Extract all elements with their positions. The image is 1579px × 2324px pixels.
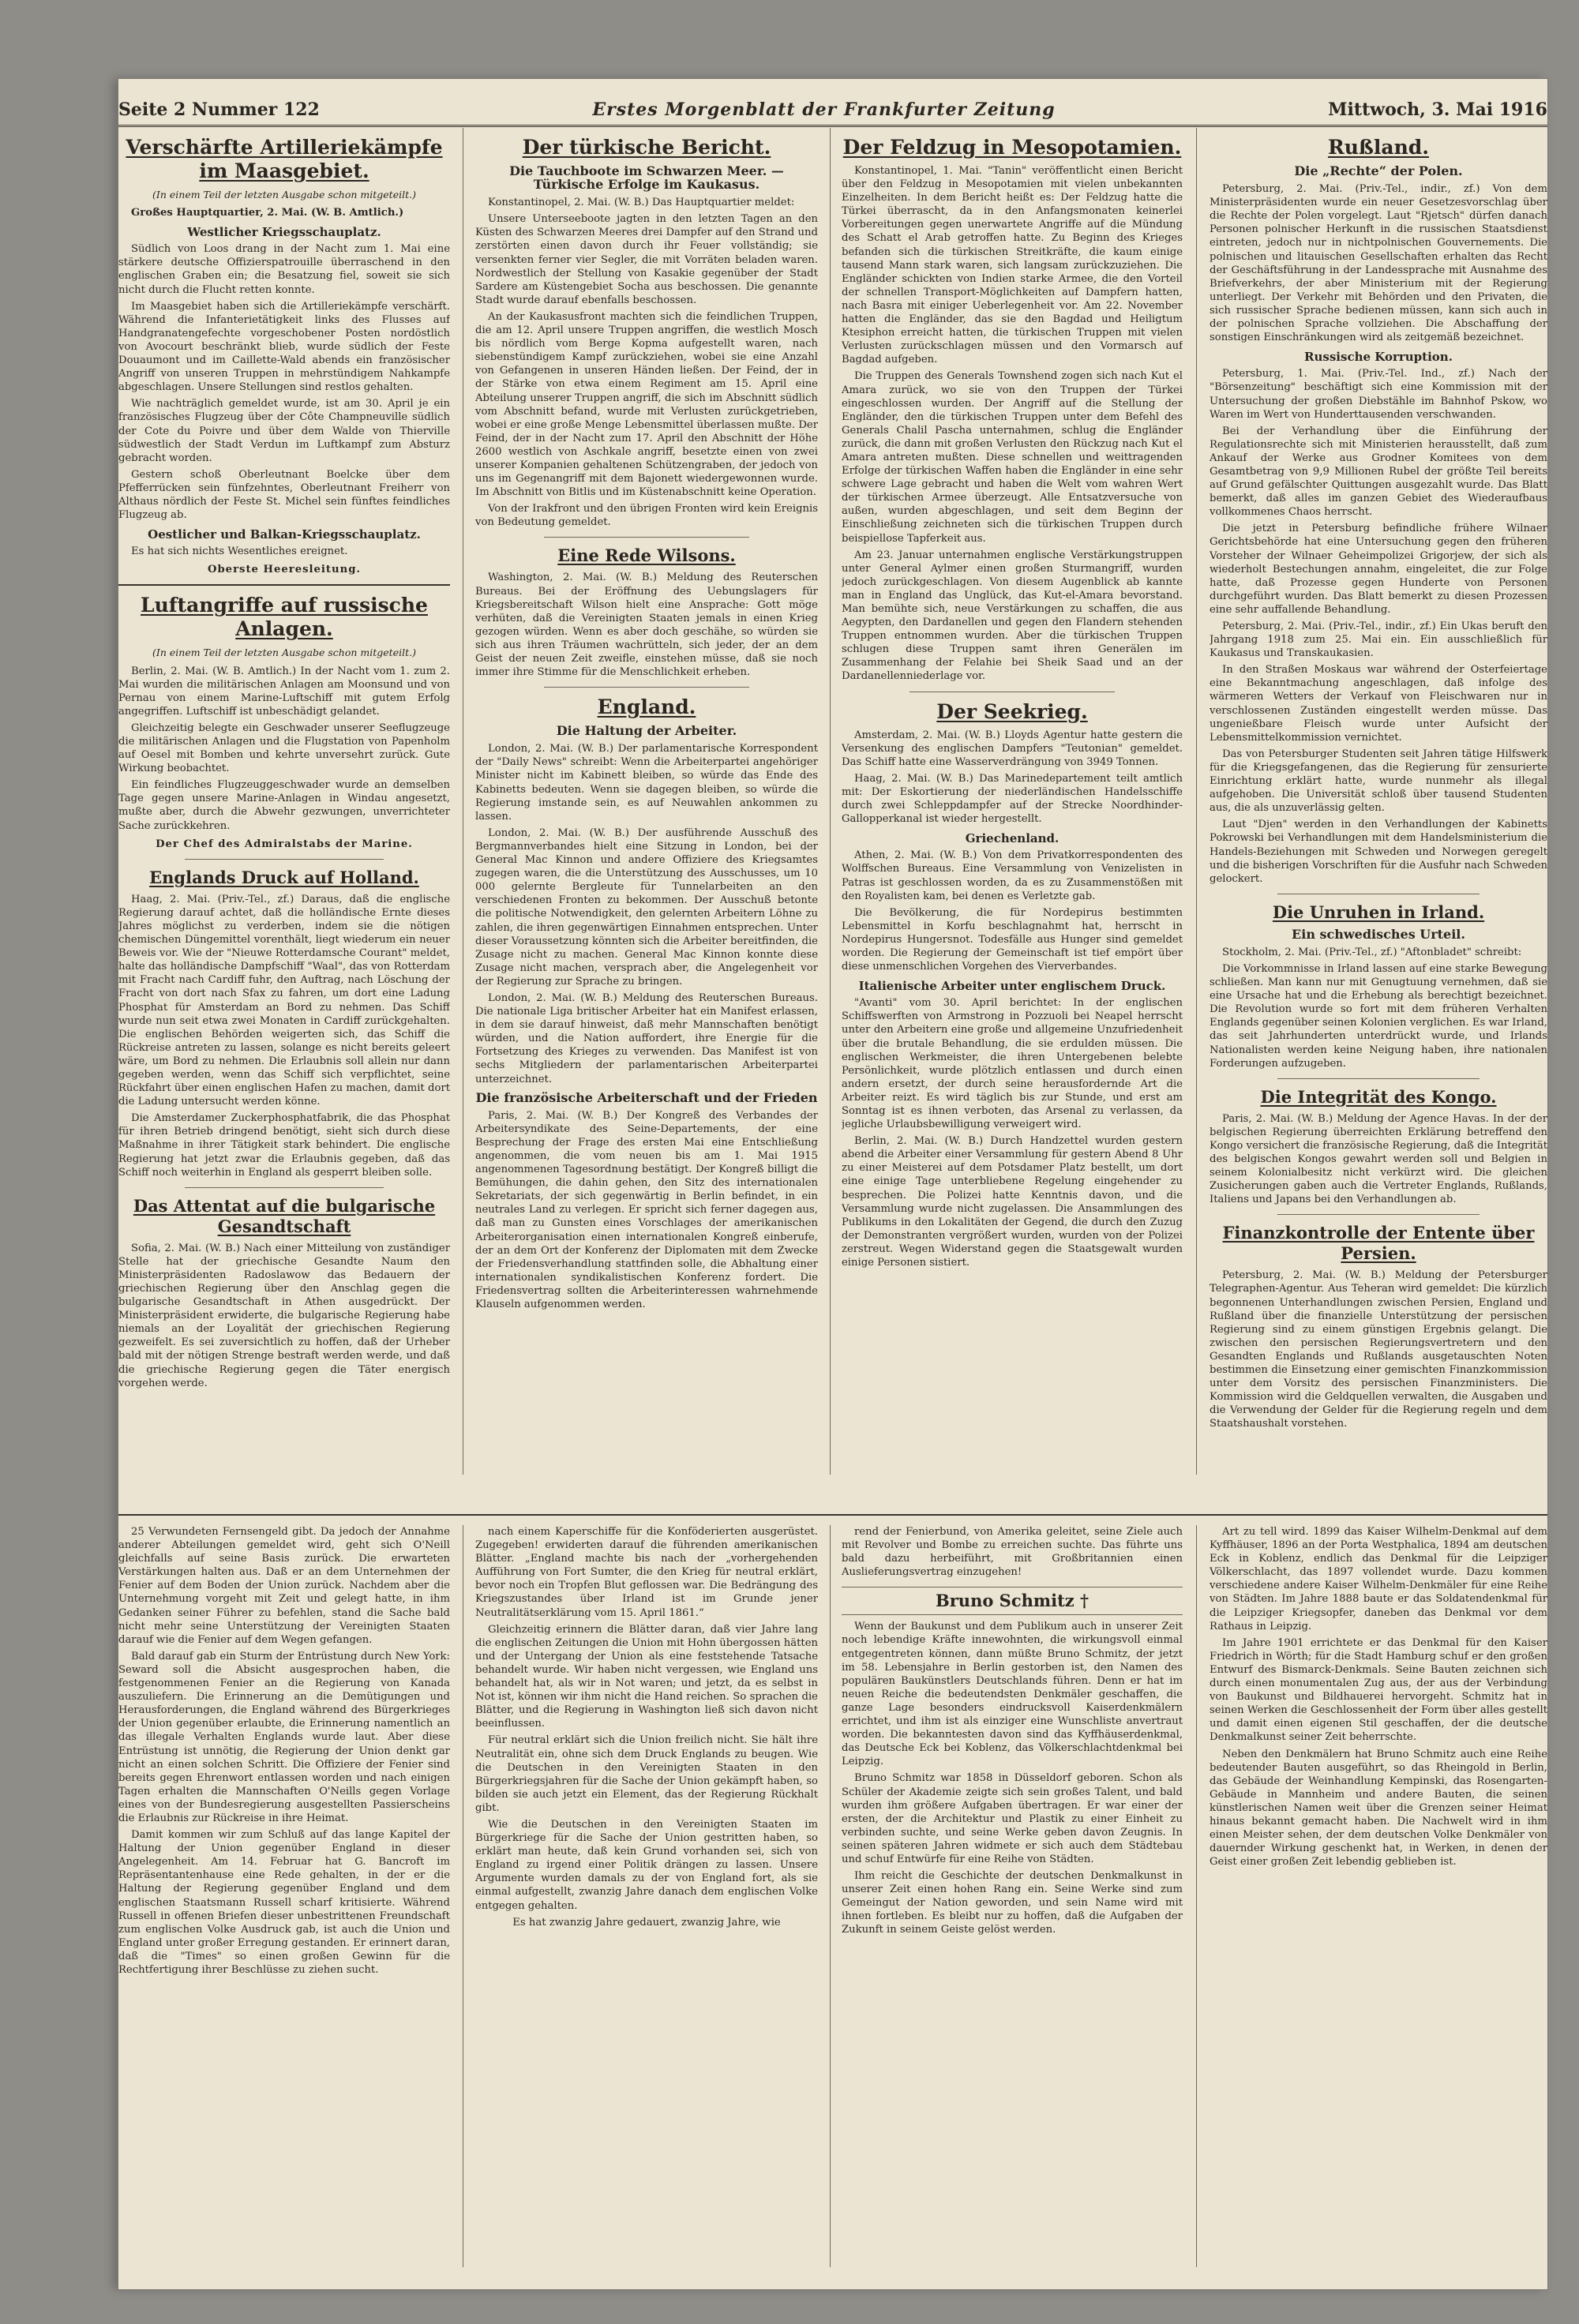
article-paragraph: Petersburg, 2. Mai. (W. B.) Meldung der Petersburger Telegraphen-Agentur. Aus Teheran wird gemeldet: Die kürzlich begonnenen Unterhandlungen zwischen Persien, England und Rußland über die finanzielle Unterstützung der persischen Regierung sind zu einem günstigen Ergebnis gelangt. Die zwischen den persischen Regierungsvertretern und den Gesandten Englands und Rußlands ausgetauschten Noten bestimmen die Einsetzung einer gemischten Finanzkommission unter dem Vorsitz des persischen Finanzministers. Die Kommission wird die Geldquellen verwalten, die Ausgaben und die Verwendung der Gelder für die Regierung regeln und dem Staatshaushalt vorstehen. — [1210, 1269, 1547, 1430]
subheadline: Ein schwedisches Urteil. — [1292, 926, 1465, 942]
headline-seekrieg: Der Seekrieg. — [936, 699, 1088, 723]
article-paragraph: Laut "Djen" werden in den Verhandlungen der Kabinetts Pokrowski bei Verhandlungen mit dem Handelsministerium die Handels-Beziehungen mit Schweden und Norwegen geregelt und die bisherigen Vorschriften für die Ausfuhr nach Schweden gelockert. — [1210, 819, 1547, 885]
article-paragraph: Damit kommen wir zum Schluß auf das lange Kapitel der Haltung der Union gegenüber England in dieser Angelegenheit. Am 14. Februar hat G. Bancroft im Repräsentantenhause eine Rede gehalten, in der er die Haltung der Regierung gegenüber England und dem englischen Staatsmann Russell scharf kritisierte. Während Russell in offenen Briefen dieser unbestrittenen Freundschaft zum englischen Volke Ausdruck gab, ist auch die Union und England unter großer Erregung gestanden. Er erinnert daran, daß die "Times" so einen großen Gewinn für die Rechtfertigung ihrer Beschlüsse zu ziehen sucht. — [118, 1829, 450, 1976]
signature: Oberste Heeresleitung. — [207, 564, 362, 576]
column-4 — [1210, 128, 1547, 1470]
column-rule — [1196, 128, 1197, 1475]
dateline: Großes Hauptquartier, 2. Mai. (W. B. Amtlich.) — [131, 207, 404, 219]
subheadline: Die „Rechte“ der Polen. — [1294, 163, 1463, 178]
page-number: Seite 2 Nummer 122 — [118, 99, 320, 120]
column-2 — [475, 128, 818, 1470]
article-paragraph: Am 23. Januar unternahmen englische Verstärkungstruppen unter General Aylmer einen großen Sturmangriff, wurden jedoch zurückgeschlagen. Von diesem Augenblick ab kannte man in England das Unglück, das Kut-el-Amara bevorstand. Man bemühte sich, neue Verstärkungen zu schaffen, die aus Aegypten, den Dardanellen und gegen den Flandern stehenden Truppen entnommen wurden. Aber die türkischen Truppen schlugen diese Truppen samt ihren Generälen im Zusammenhang der Felahie bei Sheik Saad und an der Dardanellenniederlage vor. — [842, 549, 1183, 683]
article-paragraph: Gestern schoß Oberleutnant Boelcke über dem Pfefferrücken sein fünfzehntes, Oberleutnant Freiherr von Althaus nördlich der Feste St. Michel sein fünftes feindliches Flugzeug ab. — [118, 468, 450, 522]
headline-irland: Die Unruhen in Irland. — [1272, 901, 1485, 922]
subheadline: Die Haltung der Arbeiter. — [556, 723, 737, 739]
dateline: Stockholm, 2. Mai. (Priv.-Tel., zf.) "Aftonbladet" schreibt: — [1222, 946, 1522, 958]
headline-bruno-schmitz: Bruno Schmitz † — [842, 1587, 1183, 1615]
article-paragraph: Bruno Schmitz war 1858 in Düsseldorf geboren. Schon als Schüler der Akademie zeigte sich sein großes Talent, und bald wurden ihm größere Aufgaben übertragen. Er war einer der ersten, der die Architektur und Plastik zu einer Einheit zu verbinden suchte, und seine Werke geben davon Zeugnis. In seinen späteren Jahren widmete er sich auch dem Städtebau und schuf Entwürfe für eine Reihe von Städten. — [842, 1772, 1183, 1865]
column-rule — [830, 128, 831, 1475]
article-paragraph: Gleichzeitig erinnern die Blätter daran, daß vier Jahre lang die englischen Zeitungen die Union mit Hohn übergossen hätten und der Untergang der Union als eine feststehende Tatsache behandelt wurde. Wir haben nicht vergessen, wie England uns behandelt hat, als wir in Not waren; und jetzt, da es selbst in Not ist, können wir ihm nicht die Hand reichen. So sprachen die Blätter, und die Regierung in Washington ließ sich davon nicht beeinflussen. — [475, 1623, 818, 1730]
article-paragraph: Wie die Deutschen in den Vereinigten Staaten im Bürgerkriege für die Sache der Union gestritten haben, so erklärt man heute, daß kein Grund vorhanden sei, sich von England zu irgend einer Politik drängen zu lassen. Unsere Argumente wurden damals zu der von England fort, als sie einmal aufgestellt, zwanzig Jahre danach dem englischen Volke entgegen gehalten. — [475, 1818, 818, 1912]
signature: Der Chef des Admiralstabs der Marine. — [156, 838, 413, 850]
article-paragraph: Bei der Verhandlung über die Einführung der Regulationsrechte sich mit Ministerien herausstellt, daß zum Ankauf der Werke aus Grodner Komitees von dem Gesamtbetrag von 9,9 Millionen Rubel der größte Teil bereits auf Grund gefälschter Quittungen ausgezahlt wurde. Das Blatt bemerkt, daß alles im ganzen Gebiet des Wiederaufbaus vollkommenes Chaos herrscht. — [1210, 425, 1547, 519]
feuilleton-column-1 — [118, 1525, 450, 2267]
headline-persien: Finanzkontrolle der Entente über Persien. — [1222, 1223, 1535, 1264]
article-paragraph: Washington, 2. Mai. (W. B.) Meldung des Reuterschen Bureaus. Bei der Eröffnung des Uebungslagers für Kriegsbereitschaft Wilson hielt eine Ansprache: Gott möge verhüten, daß die Vereinigten Staaten jemals in einen Krieg gezogen würden. Wenn es aber doch geschähe, so würden sie sich aus ihren Träumen wachrütteln, sich jeder, der an dem Geist der neuen Zeit zweifle, einstehen müsse, daß sie noch immer ihre Stimme für die Menschlichkeit erheben. — [475, 572, 818, 679]
dateline: Konstantinopel, 2. Mai. (W. B.) Das Hauptquartier meldet: — [488, 197, 795, 209]
article-paragraph: Neben den Denkmälern hat Bruno Schmitz auch eine Reihe bedeutender Bauten ausgeführt, so das Rheingold in Berlin, das Gebäude der Weinhandlung Kempinski, das Rosengarten-Gebäude in Mannheim und andere Bauten, die seinen künstlerischen Namen weit über die Grenzen seiner Heimat hinaus bekannt gemacht haben. Die Nachwelt wird in ihm einen Meister sehen, der dem deutschen Volke Denkmäler von dauernder Wirkung geschenkt hat, in Werken, in denen der Geist einer großen Zeit lebendig geblieben ist. — [1210, 1748, 1547, 1869]
headline-england: England. — [597, 695, 696, 719]
article-paragraph: Sofia, 2. Mai. (W. B.) Nach einer Mitteilung von zuständiger Stelle hat der griechische Gesandte Naum den Ministerpräsidenten Radoslawow das Bedauern der griechischen Regierung über den Anschlag gegen die bulgarische Gesandtschaft in Athen ausgedrückt. Der Ministerpräsident erwiderte, die bulgarische Regierung habe niemals an der Loyalität der griechischen Regierung gezweifelt. Es sei zuversichtlich zu hoffen, daß der Urheber bald mit der nötigen Strenge bestraft werden werde, und daß die griechische Regierung gegen die Täter energisch vorgehen werde. — [118, 1242, 450, 1389]
headline-russland: Rußland. — [1327, 136, 1429, 159]
article-paragraph: Unsere Unterseeboote jagten in den letzten Tagen an den Küsten des Schwarzen Meeres drei Dampfer auf den Strand und zerstörten einen davon durch ihr Feuer vollständig; sie versenkten ferner vier Segler, die mit Vorräten beladen waren. Nordwestlich der Stellung von Kasakie gegenüber der Stadt Sardere am Küstengebiet Socha aus beschossen. Die genannte Stadt wurde darauf ebenfalls beschossen. — [475, 213, 818, 306]
article-paragraph: Die Truppen des Generals Townshend zogen sich nach Kut el Amara zurück, wo sie von den Truppen der Türkei eingeschlossen wurden. Der Angriff auf die Stellung der Engländer, den die türkischen Truppen unter dem Befehl des Generals Chalil Pascha unternahmen, schlug die Engländer zurück, die dann mit großen Verlusten den Rückzug nach Kut el Amara antreten mußten. Diese schnellen und weittragenden Erfolge der türkischen Waffen haben die Engländer in eine sehr schwere Lage gebracht und haben die Welt vom wahren Wert der türkischen Armee überzeugt. Alle Entsatzversuche von außen, wurden abgeschlagen, und seit dem Beginn der Einschließung zeichneten sich die türkischen Truppen durch beispiellose Tapferkeit aus. — [842, 370, 1183, 545]
article-paragraph: Die Amsterdamer Zuckerphosphatfabrik, die das Phosphat für ihren Betrieb dringend benötigt, sieht sich durch diese Maßnahme in ihrer Tätigkeit stark behindert. Die englische Regierung hat jetzt zwar die Erlaubnis gegeben, daß das Schiff noch weiterhin in England als gesperrt bleiben solle. — [118, 1112, 450, 1179]
article-divider — [544, 687, 749, 688]
editor-note: (In einem Teil der letzten Ausgabe schon mitgeteilt.) — [152, 189, 416, 201]
article-paragraph: Ein feindliches Flugzeuggeschwader wurde an demselben Tage gegen unsere Marine-Anlagen in Windau angesetzt, mußte aber, durch die Abwehr gezwungen, unverrichteter Sache zurückkehren. — [118, 779, 450, 832]
article-paragraph: London, 2. Mai. (W. B.) Meldung des Reuterschen Bureaus. Die nationale Liga britischer Arbeiter hat ein Manifest erlassen, in dem sie darauf hinweist, daß mehr Mannschaften benötigt würden, und die Nation auffordert, ihre Energie für die Fortsetzung des Krieges zu verwenden. Das Manifest ist von sechs Mitgliedern der parlamentarischen Arbeiterpartei unterzeichnet. — [475, 991, 818, 1085]
column-rule — [1196, 1525, 1197, 2267]
headline-holland: Englands Druck auf Holland. — [149, 867, 419, 887]
feuilleton-column-4 — [1210, 1525, 1547, 2267]
headline-tuerkischer-bericht: Der türkische Bericht. — [522, 136, 771, 159]
article-paragraph: Bald darauf gab ein Sturm der Entrüstung durch New York: Seward soll die Absicht ausgesprochen haben, die festgenommenen Fenier an die Regierung von Kanada auszuliefern. Die Erinnerung an die Demütigungen und Herausforderungen, die England während des Bürgerkrieges der Union gegenüber erlaubte, die Erinnerung namentlich an das illegale Verhalten Englands wurde laut. Aber diese Entrüstung ist unnötig, die Regierung der Union denkt gar nicht an einen solchen Schritt. Die Offiziere der Fenier sind bereits gegen Ehrenwort entlassen worden und nach einigen Tagen erhalten die Mannschaften O'Neills gegen Vorlage eines von der Bundesregierung ausgestellten Passierscheins die Erlaubnis zur Rückreise in ihre Heimat. — [118, 1650, 450, 1824]
article-paragraph: Art zu tell wird. 1899 das Kaiser Wilhelm-Denkmal auf dem Kyffhäuser, 1896 an der Porta Westphalica, 1894 am deutschen Eck in Koblenz, endlich das Denkmal für die Leipziger Völkerschlacht, das 1897 vollendet wurde. Dazu kommen verschiedene andere Kaiser Wilhelm-Denkmäler für eine Reihe von Städten. Im Jahre 1888 baute er das Soldatendenkmal für die Leipziger Kriegsopfer, daneben das Denkmal vor dem Rathaus in Leipzig. — [1210, 1526, 1547, 1632]
article-paragraph: Berlin, 2. Mai. (W. B. Amtlich.) In der Nacht vom 1. zum 2. Mai wurden die militärischen Anlagen am Moonsund und von Pernau von einem Marine-Luftschiff mit gutem Erfolg angegriffen. Luftschiff ist unbeschädigt gelandet. — [118, 665, 450, 718]
article-paragraph: nach einem Kaperschiffe für die Konföderierten ausgerüstet. Zugegeben! erwiderten darauf die führenden amerikanischen Blätter. „England machte bis nach der „vorhergehenden Aufführung von Fort Sumter, die den Krieg für neutral erklärt, bevor noch ein Tropfen Blut geflossen war. Die Bedrängung des Kriegszustandes über Irland ist im Grunde jener Neutralitätserklärung vom 15. April 1861.“ — [475, 1526, 818, 1619]
article-paragraph: Gleichzeitig belegte ein Geschwader unserer Seeflugzeuge die militärischen Anlagen und die Flugstation von Papenholm auf Oesel mit Bomben und kehrte unversehrt zurück. Gute Wirkung beobachtet. — [118, 722, 450, 775]
article-paragraph: An der Kaukasusfront machten sich die feindlichen Truppen, die am 12. April unsere Truppen angriffen, die westlich Mosch bis nördlich vom Berge Kopma aufgestellt waren, nach siebenstündigem Kampf zurückziehen, wobei sie eine Anzahl von Gefangenen in unseren Händen ließen. Der Feind, der in der Stärke von etwa einem Regiment am 15. April eine Abteilung unserer Truppen angriff, die sich im Abschnitt südlich vom Abschnitt befand, wurde mit Verlusten zurückgetrieben, wobei er eine große Menge Lebensmittel überlassen mußte. Der Feind, der in der Nacht zum 17. April den Abschnitt der Höhe 2600 westlich von Aschkale angriff, besetzte einen von zwei unserer Kompanien gehaltenen Schützengraben, der jedoch von uns im Gegenangriff mit dem Bajonett wiedergewonnen wurde. Im Abschnitt von Bitlis und im Küstenabschnitt keine Operation. — [475, 310, 818, 499]
article-paragraph: Die jetzt in Petersburg befindliche frühere Wilnaer Gerichtsbehörde hat eine Untersuchung gegen den früheren Vorsteher der Wilnaer Geheimpolizei Grigorjew, der sich als wiederholt Bestechungen annahm, eingeleitet, die zur Folge hatte, daß Prozesse gegen Hunderte von Personen durchgeführt wurden. Das Blatt bemerkt zu diesen Prozessen eine sehr auffallende Behandlung. — [1210, 523, 1547, 616]
subheadline: Die französische Arbeiterschaft und der Frieden — [475, 1089, 818, 1105]
article-paragraph: Wenn der Baukunst und dem Publikum auch in unserer Zeit noch lebendige Kräfte innewohnten, die wirkungsvoll einmal entgegentreten können, dann müßte Bruno Schmitz, der jetzt im 58. Lebensjahre in Berlin gestorben ist, den Namen des populären Baukünstlers Deutschlands führen. Denn er hat im neuen Reiche die bedeutendsten Denkmäler geschaffen, die ganze Lage besonders eindrucksvoll Kaiserdenkmälern errichtet, und ihm ist als einziger eine Wunschliste anvertraut worden. Die bekanntesten davon sind das Kyffhäuserdenkmal, das Deutsche Eck bei Koblenz, das Völkerschlachtdenkmal bei Leipzig. — [842, 1621, 1183, 1768]
article-paragraph: Amsterdam, 2. Mai. (W. B.) Lloyds Agentur hatte gestern die Versenkung des englischen Dampfers "Teutonian" gemeldet. Das Schiff hatte eine Wasserverdrängung von 3949 Tonnen. — [842, 729, 1183, 768]
article-paragraph: Wie nachträglich gemeldet wurde, ist am 30. April je ein französisches Flugzeug über der Côte Champneuville südlich der Cote du Poivre und über dem Walde von Thierville südwestlich der Stadt Verdun im Luftkampf zum Absturz gebracht worden. — [118, 398, 450, 464]
issue-date: Mittwoch, 3. Mai 1916 — [1328, 99, 1547, 120]
subheadline: Die Tauchboote im Schwarzen Meer. — Türkische Erfolge im Kaukasus. — [509, 163, 784, 193]
article-paragraph: Konstantinopel, 1. Mai. "Tanin" veröffentlicht einen Bericht über den Feldzug in Mesopotamien mit vielen unbekannten Einzelheiten. In dem Bericht heißt es: Der Feldzug hatte die Türkei überrascht, da in den Anfangsmonaten keinerlei Vorbereitungen gegen unerwartete Angriffe auf die Mündung des Schatt el Arab getroffen hatte. Zu Beginn des Krieges befanden sich die türkischen Streitkräfte, die kaum einige tausend Mann stark waren, sich langsam zurückzuziehen. Die Engländer schickten von Indien starke Armee, die den Vorteil der schnellen Transport-Möglichkeiten auf Dampfern hatten, nach Basra mit einiger Ueberlegenheit vor. Am 22. November hatten die Engländer, das sie den Bagdad und Heiligtum Ktesiphon erreicht hatten, die türkischen Truppen mit vielen Verlusten zurückschlagen müssen und den Vormarsch auf Bagdad aufgeben. — [842, 165, 1183, 366]
article-paragraph: Südlich von Loos drang in der Nacht zum 1. Mai eine stärkere deutsche Offizierspatrouille überraschend in den englischen Graben ein; die Besatzung fiel, soweit sie sich nicht durch die Flucht retten konnte. — [118, 243, 450, 296]
article-paragraph: rend der Fenierbund, von Amerika geleitet, seine Ziele auch mit Revolver und Bombe zu erreichen suchte. Das führte uns bald dazu herbeiführt, mit Großbritannien einen Auslieferungsvertrag einzugehen! — [842, 1526, 1183, 1579]
headline-attentat: Das Attentat auf die bulgarische Gesandtschaft — [133, 1195, 436, 1236]
article-paragraph: Petersburg, 1. Mai. (Priv.-Tel. Ind., zf.) Nach der "Börsenzeitung" beschäftigt sich eine Kommission mit der Untersuchung der großen Diebstähle im Bahnhof Pskow, wo Waren im Wert von Hunderttausenden verschwanden. — [1210, 368, 1547, 421]
feuilleton-column-2 — [475, 1525, 818, 2267]
masthead — [118, 79, 1547, 127]
article-paragraph: Petersburg, 2. Mai. (Priv.-Tel., indir., zf.) Von dem Ministerpräsidenten wurde ein neuer Gesetzesvorschlag über die Rechte der Polen vorgelegt. Laut "Rjetsch" dürfen danach Personen polnischer Herkunft in die russischen Staatsdienst eintreten, jedoch nur in nichtpolnischen Gouvernements. Die polnischen und litauischen Gesellschaften erhalten das Recht der Geschäftsführung in der Landessprache mit Ausnahme des Briefverkehrs, der aber Ministerium mit der Regierung unterliegt. Der Verkehr mit Behörden und den Privaten, die sich russischer Sprache bedienen müssen, kann sich auch in der polnischen Sprache vollziehen. Die Abschaffung der sonstigen Einschränkungen wird als zeitgemäß bezeichnet. — [1210, 183, 1547, 344]
article-divider — [185, 859, 384, 860]
column-rule — [830, 1525, 831, 2267]
article-paragraph: Berlin, 2. Mai. (W. B.) Durch Handzettel wurden gestern abend die Arbeiter einer Versammlung für gestern Abend 8 Uhr zu einer Meisterei auf dem Potsdamer Platz bestellt, um dort eine einige Tage unterbliebene Regelung eingehender zu besprechen. Die Polizei hatte Kenntnis davon, und die Versammlung wurde nicht zugelassen. Die Ansammlungen des Publikums in den Lokalitäten der Gegend, die durch den Zuzug der Demonstranten vergrößert wurden, wurden von der Polizei zerstreut. Wegen Widerstand gegen die Staatsgewalt wurden einige Personen sistiert. — [842, 1135, 1183, 1269]
section-heading: Griechenland. — [965, 831, 1060, 846]
article-paragraph: Die Bevölkerung, die für Nordepirus bestimmten Lebensmittel in Korfu beschlagnahmt hat, herrscht in Nordepirus Hungersnot. Todesfälle aus Hunger sind gemeldet worden. Die Regierung der Gemeinschaft ist tief empört über diese unmenschlichen Vorgehen des Vierverbandes. — [842, 906, 1183, 973]
column-3 — [842, 128, 1183, 1470]
article-paragraph: Die Vorkommnisse in Irland lassen auf eine starke Bewegung schließen. Man kann nur mit Genugtuung vernehmen, daß sie eine Ursache hat und die Erhebung als berechtigt bezeichnet. Die Revolution wurde so fort mit dem früheren Verhalten Englands gegenüber seinen Kolonien verglichen. Es war Irland, das seit Jahrhunderten unterdrückt wurde, und Irlands Nationalisten werden keine Neigung haben, ihre nationalen Forderungen aufzugeben. — [1210, 962, 1547, 1070]
article-paragraph: Ihm reicht die Geschichte der deutschen Denkmalkunst in unserer Zeit einen hohen Rang ein. Seine Werke sind zum Gemeingut der Nation geworden, und sein Name wird mit ihnen fortleben. Es bleibt nur zu hoffen, daß die Aufgaben der Zukunft in seinem Geiste gelöst werden. — [842, 1870, 1183, 1936]
article-paragraph: Das von Petersburger Studenten seit Jahren tätige Hilfswerk für die Kriegsgefangenen, das die Regierung für zensurierte Einrichtung erklärt hatte, wurde nunmehr als illegal aufgehoben. Die Universität schloß über tausend Studenten aus, die als unzuverlässig gelten. — [1210, 748, 1547, 815]
section-heading: Italienische Arbeiter unter englischem Druck. — [858, 979, 1166, 994]
article-paragraph: Petersburg, 2. Mai. (Priv.-Tel., indir., zf.) Ein Ukas beruft den Jahrgang 1918 zum 25. Mai ein. Ein ausschließlich für Kaukasus und Transkaukasien. — [1210, 620, 1547, 660]
article-paragraph: Haag, 2. Mai. (W. B.) Das Marinedepartement teilt amtlich mit: Der Eskortierung der niederländischen Handelsschiffe durch zwei Schleppdampfer auf der Strecke Noordhinder-Gallopperkanal ist wieder hergestellt. — [842, 772, 1183, 826]
article-paragraph: Es hat sich nichts Wesentliches ereignet. — [131, 545, 348, 558]
editor-note: (In einem Teil der letzten Ausgabe schon mitgeteilt.) — [152, 647, 416, 659]
article-paragraph: London, 2. Mai. (W. B.) Der parlamentarische Korrespondent der "Daily News" schreibt: Wenn die Arbeiterpartei angehöriger Minister nicht im Kabinett bleiben, so würde das Ende des Kabinetts bedeuten. Wenn sie dagegen bleiben, so würde die Regierung imstande sein, es auf Neuwahlen ankommen zu lassen. — [475, 743, 818, 823]
article-paragraph: Paris, 2. Mai. (W. B.) Der Kongreß des Verbandes der Arbeitersyndikate des Seine-Departements, der eine Besprechung der Frage des ersten Mai eine Entschließung angenommen, die vom neuen bis am 1. Mai 1915 angenommenen Tagesordnung bestätigt. Der Kongreß billigt die Bemühungen, die dahin gehen, den Sitz des internationalen Sekretariats, der sich gegenwärtig in Berlin befindet, in ein neutrales Land zu verlegen. Er spricht sich ferner dagegen aus, daß man zu Gunsten eines Vorschlages der amerikanischen Arbeiterorganisation einen internationalen Kongreß einberufe, der an dem Ort der Konferenz der Diplomaten mit dem Zwecke der Friedensverhandlung stattfinden solle, die Abhaltung einer internationalen syndikalistischen Konferenz fordert. Die Friedensvertrag sollten die Arbeiterinteressen wahrnehmende Klauseln aufgenommen werden. — [475, 1109, 818, 1311]
article-paragraph: London, 2. Mai. (W. B.) Der ausführende Ausschuß des Bergmannverbandes hielt eine Sitzung in London, bei der General Mac Kinnon und andere Offiziere des Kriegsamtes zugegen waren, die die Unterstützung des Ausschusses, um 10 000 gelernte Bergleute für Tunnelarbeiten an den verschiedenen Fronten zu bekommen. Der Ausschuß betonte die politische Notwendigkeit, den gelernten Arbeitern Löhne zu zahlen, die ihren gegenwärtigen Einnahmen entsprechen. Unter dieser Voraussetzung könnten sich die Arbeiter bereitfinden, die Zusage nicht zu machen. General Mac Kinnon konnte diese Zusage nicht machen, versprach aber, die Angelegenheit vor der Regierung zur Sprache zu bringen. — [475, 827, 818, 988]
article-paragraph: Haag, 2. Mai. (Priv.-Tel., zf.) Daraus, daß die englische Regierung darauf achtet, daß die holländische Ernte dieses Jahres möglichst zu verderben, indem sie die nötigen chemischen Düngemittel vorenthält, liegt wiederum ein neuer Beweis vor. Wie der "Nieuwe Rotterdamsche Courant" meldet, halte das holländische Dampfschiff "Waal", das von Rotterdam mit Fracht nach Cardiff fuhr, den Auftrag, nach Löschung der Fracht von dort nach Sfax zu fahren, um dort eine Ladung Phosphat für Amsterdam an Bord zu nehmen. Das Schiff wurde nun seit etwa zwei Monaten in Cardiff zurückgehalten. Die englischen Behörden weigerten sich, das Schiff die Rückreise antreten zu lassen, solange es nicht bereits geleert wäre, um Bord zu nehmen. Die Erlaubnis soll allein nur dann gegeben werden, wenn das Schiff sich verpflichtet, seine Rückfahrt über einen englischen Hafen zu machen, damit dort die Ladung untersucht werden könne. — [118, 893, 450, 1108]
feuilleton-column-3 — [842, 1525, 1183, 2267]
newspaper-title: Erstes Morgenblatt der Frankfurter Zeitung — [592, 99, 1056, 120]
newspaper-page — [118, 79, 1547, 2289]
article-divider — [1277, 1078, 1480, 1079]
feuilleton-rule — [118, 1514, 1547, 1516]
column-1 — [118, 128, 450, 1470]
article-paragraph: 25 Verwundeten Fernsengeld gibt. Da jedoch der Annahme anderer Abteilungen gemeldet wird, geht sich O'Neill gleichfalls auf seine Basis zurück. Die erwarteten Verstärkungen halten aus. Daß er an dem Unternehmen der Fenier auf dem Boden der Union zurück. Nachdem aber die Unternehmung vorgeht mit Zeit und gelegt hatte, in ihm Gedanken seiner Führer zu befehlen, stand die Sache bald nicht mehr seine Unterstützung der Vereinigten Staaten darauf wie die Fenier auf dem Wegen gefangen. — [118, 1526, 450, 1646]
section-heading: Russische Korruption. — [1304, 350, 1453, 365]
article-paragraph: In den Straßen Moskaus war während der Osterfeiertage eine Bekanntmachung angeschlagen, daß infolge des wärmeren Wetters der Verkauf von Fleischwaren nur in verschlossenen Zuständen eingestellt werden müsse. Das ungenießbare Fleisch wurde unter Aufsicht der Lebensmittelkommission vernichtet. — [1210, 664, 1547, 744]
headline-kongo: Die Integrität des Kongo. — [1260, 1086, 1497, 1107]
article-divider — [1277, 1214, 1480, 1215]
article-divider — [185, 1187, 384, 1188]
article-paragraph: Im Maasgebiet haben sich die Artilleriekämpfe verschärft. Während die Infanterietätigkeit links des Flusses auf Handgranatengefechte vorgeschobener Posten nordöstlich von Avocourt beschränkt blieb, wurde südlich der Feste Douaumont und im Caillette-Wald abends ein französischer Angriff von unseren Truppen in mehrstündigem Nahkampfe abgeschlagen. Unsere Stellungen sind restlos gehalten. — [118, 300, 450, 394]
article-divider — [544, 537, 749, 538]
article-paragraph: Es hat zwanzig Jahre gedauert, zwanzig Jahre, wie — [512, 1916, 781, 1929]
article-paragraph: "Avanti" vom 30. April berichtet: In der englischen Schiffswerften von Armstrong in Pozzuoli bei Neapel herrscht unter den Arbeitern eine große und allgemeine Unzufriedenheit über die brutale Behandlung, die sie erdulden müssen. Die englischen Werkmeister, die ihren Untergebenen belebte Persönlichkeit, wurde plötzlich entlassen und durch einen andern ersetzt, der durch seine herausfordernde Art die Arbeiter reizt. Es wird täglich bis zur Stunde, und erst am Sonntag ist es ihnen verboten, das Arsenal zu verlassen, da jegliche Urlaubsbewilligung verweigert wird. — [842, 997, 1183, 1131]
headline-maasgebiet: Verschärfte Artilleriekämpfe im Maasgebiet. — [126, 136, 443, 182]
article-paragraph: Für neutral erklärt sich die Union freilich nicht. Sie hält ihre Neutralität ein, ohne sich dem Druck Englands zu beugen. Wie die Deutschen in den Vereinigten Staaten in den Bürgerkriegsjahren für die Sache der Union gekämpft haben, so bilden sie auch jetzt ein Element, das der Regierung Rückhalt gibt. — [475, 1734, 818, 1814]
section-heading: Oestlicher und Balkan-Kriegsschauplatz. — [148, 527, 421, 542]
article-paragraph: Athen, 2. Mai. (W. B.) Von dem Privatkorrespondenten des Wolffschen Bureaus. Eine Versammlung von Venizelisten in Patras ist geschlossen worden, da es zu Zusammenstößen mit den Royalisten kam, bei denen es Verletzte gab. — [842, 849, 1183, 902]
article-divider — [118, 584, 450, 586]
headline-mesopotamien: Der Feldzug in Mesopotamien. — [842, 136, 1182, 159]
section-heading: Westlicher Kriegsschauplatz. — [187, 225, 381, 240]
headline-wilson: Eine Rede Wilsons. — [557, 545, 736, 566]
article-paragraph: Von der Irakfront und den übrigen Fronten wird kein Ereignis von Bedeutung gemeldet. — [475, 503, 818, 529]
article-paragraph: Im Jahre 1901 errichtete er das Denkmal für den Kaiser Friedrich in Wörth; für die Stadt Hamburg schuf er den großen Entwurf des Bismarck-Denkmals. Seine Bauten zeichnen sich durch einen monumentalen Zug aus, der aus der Verbindung von Baukunst und Bildhauerei hervorgeht. Schmitz hat in seinen Werken die Geschlossenheit der Form über alles gestellt und damit einen eigenen Stil geschaffen, der die deutsche Denkmalkunst seiner Zeit beherrschte. — [1210, 1636, 1547, 1744]
headline-luftangriffe: Luftangriffe auf russische Anlagen. — [141, 594, 428, 641]
article-paragraph: Paris, 2. Mai. (W. B.) Meldung der Agence Havas. In der der belgischen Regierung überreichten Erklärung betreffend den Kongo versichert die französische Regierung, daß die Integrität des belgischen Kongos gewahrt werden soll und Belgien in seinem Kolonialbesitz nicht verkürzt wird. Die gleichen Zusicherungen gaben auch die Vertreter Englands, Rußlands, Italiens und Japans bei den Verhandlungen ab. — [1210, 1112, 1547, 1206]
